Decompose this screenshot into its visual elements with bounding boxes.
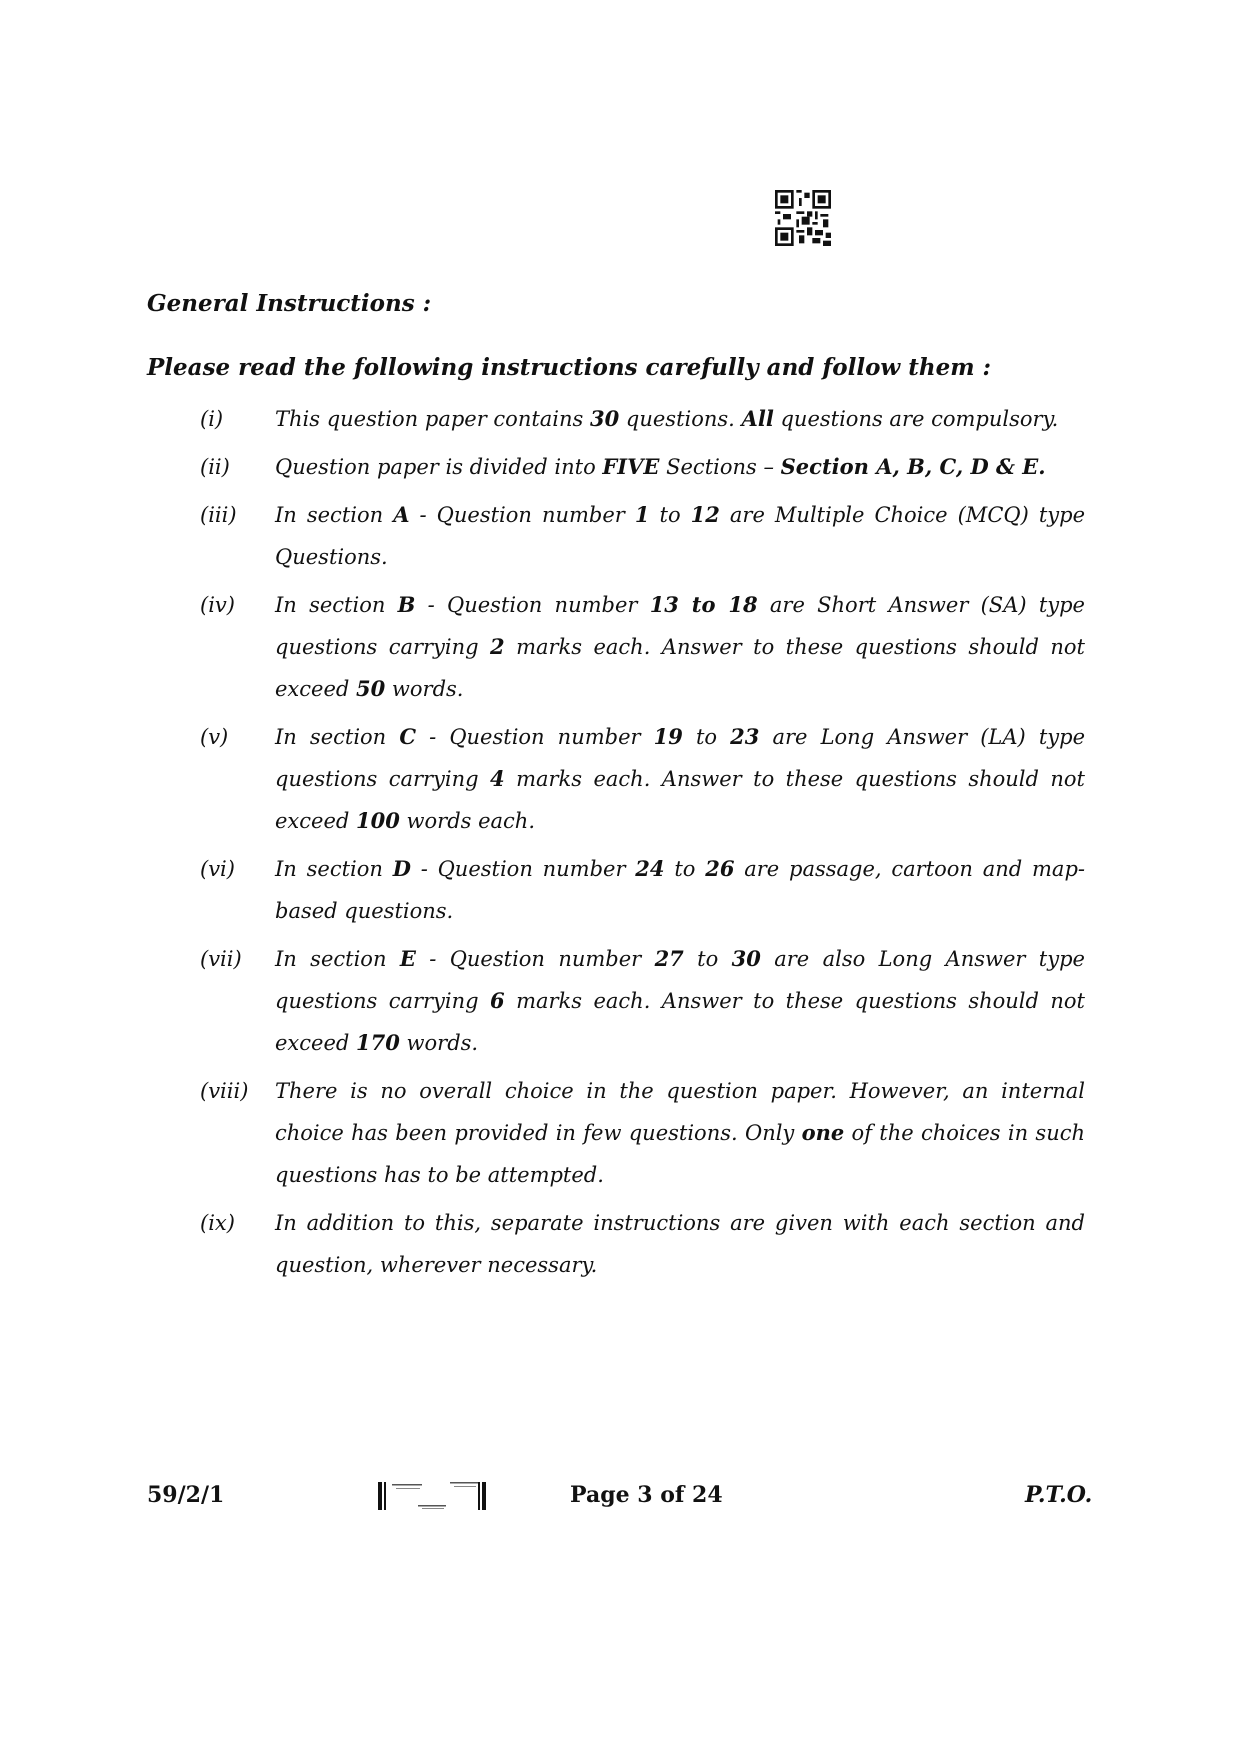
instruction-fragment: questions are compulsory. bbox=[773, 407, 1059, 431]
instruction-emphasis: 24 bbox=[635, 856, 665, 881]
instruction-number: (v) bbox=[200, 725, 229, 749]
instruction-item bbox=[200, 1202, 1085, 1286]
instruction-emphasis: 19 bbox=[653, 724, 683, 749]
instruction-emphasis: FIVE bbox=[602, 454, 660, 479]
instruction-emphasis: A bbox=[393, 502, 410, 527]
instruction-emphasis: 30 bbox=[731, 946, 761, 971]
instruction-emphasis: one bbox=[801, 1120, 845, 1145]
instruction-emphasis: 1 bbox=[634, 502, 650, 527]
instruction-number: (iii) bbox=[200, 503, 237, 527]
instruction-text bbox=[275, 398, 1085, 440]
instruction-fragment: words each. bbox=[399, 809, 535, 833]
instruction-fragment: are passage, cartoon and map-based questions. bbox=[275, 857, 1085, 923]
instruction-emphasis: All bbox=[741, 406, 774, 431]
instruction-fragment: In addition to this, separate instructions are given with each section and question, wherever necessary. bbox=[275, 1211, 1085, 1277]
instruction-emphasis: 27 bbox=[654, 946, 684, 971]
instruction-item bbox=[200, 584, 1085, 710]
paper-code: 59/2/1 bbox=[147, 1482, 225, 1508]
instruction-number: (vi) bbox=[200, 857, 235, 881]
instruction-fragment: are Short Answer (SA) type questions carrying bbox=[275, 593, 1085, 659]
instruction-number: (ix) bbox=[200, 1211, 235, 1235]
instruction-number: (viii) bbox=[200, 1079, 249, 1103]
read-instructions-heading: Please read the following instructions carefully and follow them : bbox=[147, 354, 992, 381]
instruction-emphasis: D bbox=[392, 856, 411, 881]
instruction-text bbox=[275, 494, 1085, 578]
instruction-emphasis: B bbox=[397, 592, 416, 617]
instruction-item bbox=[200, 848, 1085, 932]
instruction-emphasis: 30 bbox=[590, 406, 620, 431]
qr-code-icon bbox=[775, 190, 831, 246]
instruction-text bbox=[275, 1202, 1085, 1286]
instruction-fragment: There is no overall choice in the question paper. However, an internal choice has been provided in few questions. Only bbox=[275, 1079, 1085, 1145]
pto-label: P.T.O. bbox=[1025, 1482, 1093, 1508]
instruction-emphasis: 26 bbox=[705, 856, 735, 881]
instruction-item bbox=[200, 1070, 1085, 1196]
instruction-emphasis: 12 bbox=[690, 502, 720, 527]
instruction-emphasis: Section A, B, C, D & E. bbox=[780, 454, 1046, 479]
instruction-fragment: - Question number bbox=[409, 503, 635, 527]
instruction-fragment: to bbox=[682, 725, 731, 749]
instruction-fragment: This question paper contains bbox=[275, 407, 590, 431]
instruction-fragment: - Question number bbox=[410, 857, 636, 881]
instruction-text bbox=[275, 848, 1085, 932]
instruction-fragment: to bbox=[683, 947, 732, 971]
instruction-text bbox=[275, 716, 1085, 842]
instruction-fragment: In section bbox=[275, 857, 393, 881]
instruction-fragment: Question paper is divided into bbox=[275, 455, 603, 479]
instruction-number: (ii) bbox=[200, 455, 230, 479]
instruction-text bbox=[275, 446, 1085, 488]
instruction-number: (vii) bbox=[200, 947, 242, 971]
instruction-fragment: to bbox=[664, 857, 706, 881]
instruction-fragment: words. bbox=[399, 1031, 479, 1055]
instruction-item bbox=[200, 938, 1085, 1064]
general-instructions-heading: General Instructions : bbox=[147, 290, 432, 317]
instruction-fragment: marks each. Answer to these questions should not exceed bbox=[275, 635, 1085, 701]
instruction-fragment: In section bbox=[275, 947, 400, 971]
instruction-item bbox=[200, 494, 1085, 578]
instruction-fragment: questions. bbox=[619, 407, 742, 431]
instruction-fragment: In section bbox=[275, 725, 400, 749]
instructions-list bbox=[200, 398, 1085, 1292]
instruction-text bbox=[275, 1070, 1085, 1196]
instruction-emphasis: 6 bbox=[490, 988, 505, 1013]
instruction-number: (iv) bbox=[200, 593, 235, 617]
instruction-fragment: are also Long Answer type questions carrying bbox=[275, 947, 1085, 1013]
barcode-icon bbox=[378, 1478, 486, 1512]
instruction-fragment: marks each. Answer to these questions should not exceed bbox=[275, 989, 1085, 1055]
instruction-emphasis: C bbox=[399, 724, 417, 749]
instruction-fragment: are Multiple Choice (MCQ) type Questions. bbox=[275, 503, 1085, 569]
instruction-item bbox=[200, 398, 1085, 440]
instruction-number: (i) bbox=[200, 407, 224, 431]
instruction-fragment: In section bbox=[275, 503, 394, 527]
instruction-fragment: words. bbox=[385, 677, 464, 701]
instruction-emphasis: 100 bbox=[356, 808, 400, 833]
instruction-item bbox=[200, 446, 1085, 488]
instruction-fragment: - Question number bbox=[415, 593, 650, 617]
instruction-fragment: to bbox=[649, 503, 691, 527]
instruction-fragment: marks each. Answer to these questions should not exceed bbox=[275, 767, 1085, 833]
instruction-emphasis: 170 bbox=[356, 1030, 400, 1055]
instruction-fragment: - Question number bbox=[415, 947, 655, 971]
instruction-fragment: - Question number bbox=[416, 725, 654, 749]
instruction-emphasis: 4 bbox=[490, 766, 505, 791]
instruction-fragment: are Long Answer (LA) type questions carrying bbox=[275, 725, 1086, 791]
instruction-text bbox=[275, 938, 1085, 1064]
instruction-item bbox=[200, 716, 1085, 842]
instruction-emphasis: 50 bbox=[356, 676, 386, 701]
instruction-text bbox=[275, 584, 1085, 710]
instruction-emphasis: 13 to 18 bbox=[649, 592, 758, 617]
instruction-emphasis: E bbox=[399, 946, 416, 971]
instruction-emphasis: 23 bbox=[730, 724, 760, 749]
page-number: Page 3 of 24 bbox=[570, 1482, 723, 1508]
instruction-fragment: In section bbox=[275, 593, 398, 617]
instruction-fragment: of the choices in such questions has to be attempted. bbox=[275, 1121, 1086, 1187]
instruction-emphasis: 2 bbox=[490, 634, 505, 659]
instruction-fragment: Sections – bbox=[659, 455, 781, 479]
